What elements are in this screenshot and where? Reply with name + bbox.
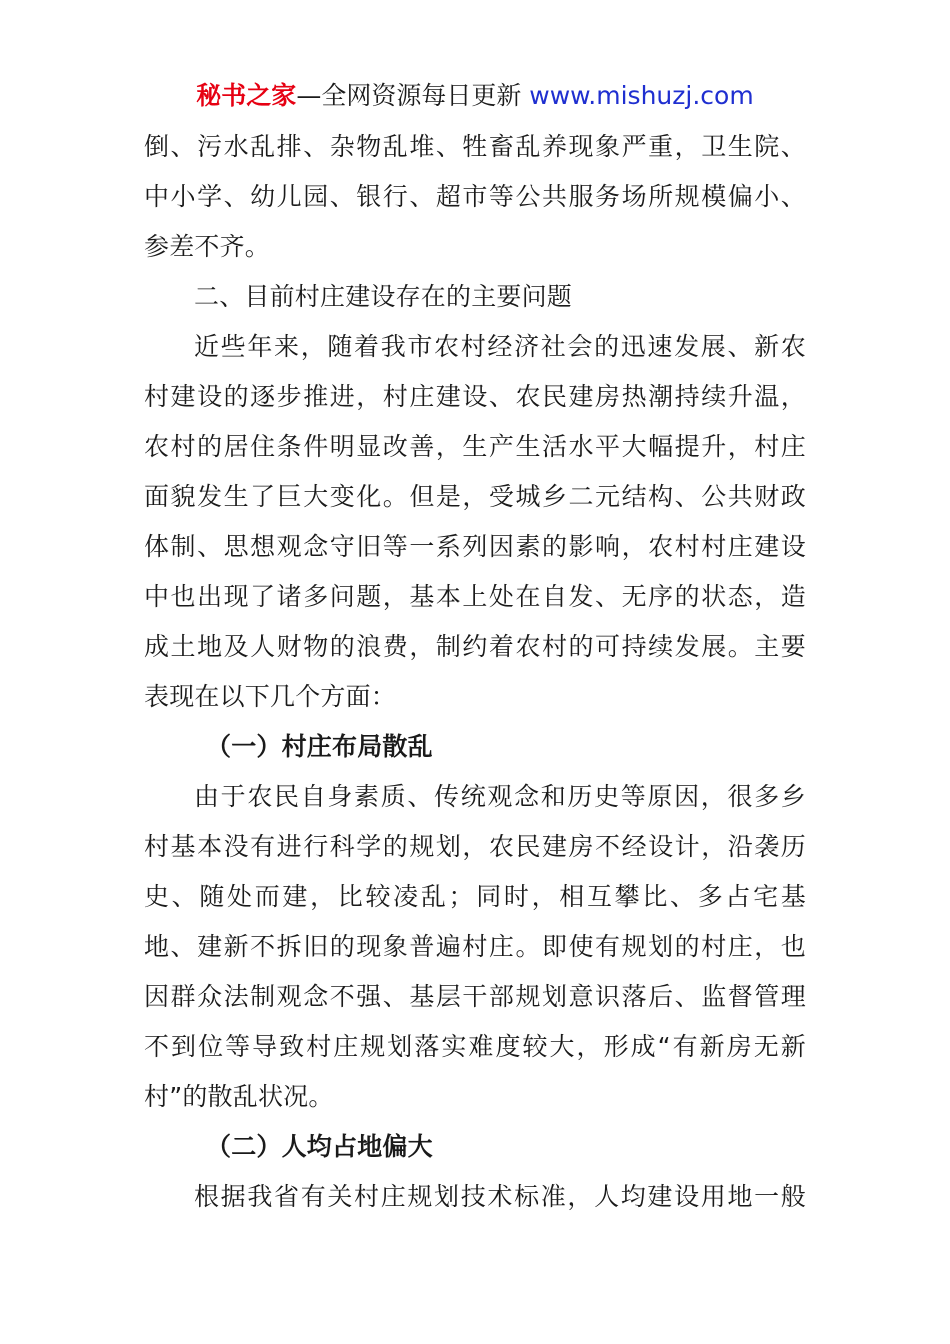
subsection-heading: （一）村庄布局散乱 bbox=[206, 732, 433, 761]
body-line: 农村的居住条件明显改善，生产生活水平大幅提升，村庄 bbox=[144, 432, 806, 461]
body-line: 村建设的逐步推进，村庄建设、农民建房热潮持续升温， bbox=[144, 382, 806, 411]
paragraph-first-line: 近些年来，随着我市农村经济社会的迅速发展、新农 bbox=[194, 332, 806, 361]
body-line: 因群众法制观念不强、基层干部规划意识落后、监督管理 bbox=[144, 982, 806, 1011]
body-line: 体制、思想观念守旧等一系列因素的影响，农村村庄建设 bbox=[144, 532, 806, 561]
site-header bbox=[0, 80, 950, 112]
site-tagline: —全网资源每日更新 bbox=[296, 81, 530, 110]
body-line: 参差不齐。 bbox=[144, 232, 271, 261]
body-line: 中小学、幼儿园、银行、超市等公共服务场所规模偏小、 bbox=[144, 182, 806, 211]
paragraph-first-line: 根据我省有关村庄规划技术标准，人均建设用地一般 bbox=[194, 1182, 806, 1211]
subsection-heading: （二）人均占地偏大 bbox=[206, 1132, 433, 1161]
body-line: 中也出现了诸多问题，基本上处在自发、无序的状态，造 bbox=[144, 582, 806, 611]
body-line: 地、建新不拆旧的现象普遍村庄。即使有规划的村庄，也 bbox=[144, 932, 806, 961]
body-line: 成土地及人财物的浪费，制约着农村的可持续发展。主要 bbox=[144, 632, 806, 661]
body-line: 村基本没有进行科学的规划，农民建房不经设计，沿袭历 bbox=[144, 832, 806, 861]
section-heading: 二、目前村庄建设存在的主要问题 bbox=[194, 282, 573, 311]
body-line: 表现在以下几个方面： bbox=[144, 682, 397, 711]
document-body bbox=[144, 122, 806, 1222]
body-line: 史、随处而建，比较凌乱；同时，相互攀比、多占宅基 bbox=[144, 882, 806, 911]
paragraph-first-line: 由于农民自身素质、传统观念和历史等原因，很多乡 bbox=[194, 782, 806, 811]
body-line: 村”的散乱状况。 bbox=[144, 1082, 334, 1111]
body-line: 面貌发生了巨大变化。但是，受城乡二元结构、公共财政 bbox=[144, 482, 806, 511]
body-line: 倒、污水乱排、杂物乱堆、牲畜乱养现象严重，卫生院、 bbox=[144, 132, 806, 161]
site-brand: 秘书之家 bbox=[196, 81, 297, 110]
body-line: 不到位等导致村庄规划落实难度较大，形成“有新房无新 bbox=[144, 1032, 806, 1061]
site-url-link[interactable]: www.mishuzj.com bbox=[529, 81, 754, 110]
